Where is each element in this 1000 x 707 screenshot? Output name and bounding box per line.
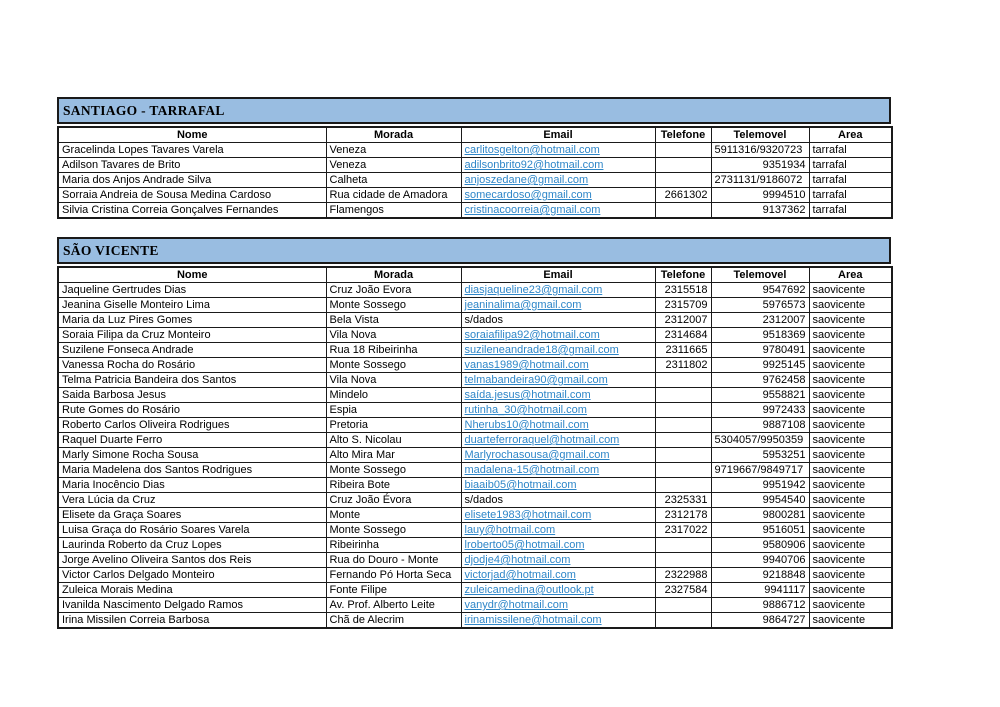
email-link[interactable]: Marlyrochasousa@gmail.com xyxy=(464,449,610,461)
cell-nome: Maria Inocêncio Dias xyxy=(58,478,326,493)
email-link[interactable]: carlitosgelton@hotmail.com xyxy=(464,144,600,156)
table-row xyxy=(58,553,892,568)
cell-area: saovicente xyxy=(809,478,892,493)
email-link[interactable]: duarteferroraquel@hotmail.com xyxy=(464,434,620,446)
cell-telefone: 2314684 xyxy=(655,328,711,343)
cell-telefone xyxy=(655,388,711,403)
table-row xyxy=(58,343,892,358)
table-row xyxy=(58,158,892,173)
cell-area: saovicente xyxy=(809,298,892,313)
cell-nome: Elisete da Graça Soares xyxy=(58,508,326,523)
cell-nome: Telma Patricia Bandeira dos Santos xyxy=(58,373,326,388)
cell-nome: Adilson Tavares de Brito xyxy=(58,158,326,173)
column-header-email: Email xyxy=(461,127,655,143)
cell-email xyxy=(461,203,655,219)
cell-email xyxy=(461,433,655,448)
cell-telefone xyxy=(655,448,711,463)
cell-telefone: 2312178 xyxy=(655,508,711,523)
email-link[interactable]: adilsonbrito92@hotmail.com xyxy=(464,159,604,171)
email-link[interactable]: lauy@hotmail.com xyxy=(464,524,556,536)
table-header xyxy=(58,267,892,283)
cell-email xyxy=(461,283,655,298)
column-header-area: Area xyxy=(809,267,892,283)
cell-morada: Monte Sossego xyxy=(326,298,461,313)
email-link[interactable]: biaaib05@hotmail.com xyxy=(464,479,577,491)
column-header-telemovel: Telemovel xyxy=(711,267,809,283)
cell-telemovel: 9940706 xyxy=(711,553,809,568)
cell-area: saovicente xyxy=(809,463,892,478)
table-body xyxy=(58,283,892,629)
email-link[interactable]: zuleicamedina@outlook.pt xyxy=(464,584,594,596)
cell-telefone xyxy=(655,418,711,433)
cell-morada: Flamengos xyxy=(326,203,461,219)
email-link[interactable]: somecardoso@gmail.com xyxy=(464,189,592,201)
cell-email: s/dados xyxy=(461,313,655,328)
cell-telemovel: 9780491 xyxy=(711,343,809,358)
cell-email xyxy=(461,568,655,583)
cell-nome: Gracelinda Lopes Tavares Varela xyxy=(58,143,326,158)
cell-area: saovicente xyxy=(809,598,892,613)
cell-morada: Fernando Pó Horta Seca xyxy=(326,568,461,583)
table-row xyxy=(58,328,892,343)
cell-nome: Rute Gomes do Rosário xyxy=(58,403,326,418)
cell-email xyxy=(461,328,655,343)
cell-nome: Maria Madelena dos Santos Rodrigues xyxy=(58,463,326,478)
contacts-table xyxy=(57,266,893,629)
column-header-nome: Nome xyxy=(58,267,326,283)
cell-morada: Alto Mira Mar xyxy=(326,448,461,463)
cell-nome: Suzilene Fonseca Andrade xyxy=(58,343,326,358)
spreadsheet-page xyxy=(57,97,891,629)
email-link[interactable]: soraiafilipa92@hotmail.com xyxy=(464,329,600,341)
table-row xyxy=(58,358,892,373)
email-link[interactable]: diasjaqueline23@gmail.com xyxy=(464,284,603,296)
cell-area: tarrafal xyxy=(809,203,892,219)
cell-telefone xyxy=(655,433,711,448)
cell-nome: Soraia Filipa da Cruz Monteiro xyxy=(58,328,326,343)
table-row xyxy=(58,493,892,508)
cell-telefone: 2315709 xyxy=(655,298,711,313)
cell-telefone: 2311802 xyxy=(655,358,711,373)
cell-morada: Espia xyxy=(326,403,461,418)
column-header-telefone: Telefone xyxy=(655,127,711,143)
cell-telemovel: 9558821 xyxy=(711,388,809,403)
cell-telefone: 2315518 xyxy=(655,283,711,298)
table-header xyxy=(58,127,892,143)
cell-nome: Roberto Carlos Oliveira Rodrigues xyxy=(58,418,326,433)
cell-telemovel: 9972433 xyxy=(711,403,809,418)
cell-nome: Vanessa Rocha do Rosário xyxy=(58,358,326,373)
cell-area: saovicente xyxy=(809,403,892,418)
section-santiago-tarrafal xyxy=(57,97,891,219)
cell-telemovel: 9886712 xyxy=(711,598,809,613)
cell-nome: Zuleica Morais Medina xyxy=(58,583,326,598)
table-row xyxy=(58,403,892,418)
cell-nome: Marly Simone Rocha Sousa xyxy=(58,448,326,463)
cell-morada: Veneza xyxy=(326,143,461,158)
cell-nome: Maria dos Anjos Andrade Silva xyxy=(58,173,326,188)
cell-email xyxy=(461,188,655,203)
cell-area: saovicente xyxy=(809,448,892,463)
cell-nome: Maria da Luz Pires Gomes xyxy=(58,313,326,328)
cell-email xyxy=(461,388,655,403)
cell-email xyxy=(461,463,655,478)
cell-email: s/dados xyxy=(461,493,655,508)
column-header-morada: Morada xyxy=(326,127,461,143)
cell-morada: Monte Sossego xyxy=(326,463,461,478)
contacts-table xyxy=(57,126,893,219)
cell-morada: Cruz João Evora xyxy=(326,283,461,298)
cell-telefone xyxy=(655,203,711,219)
cell-email xyxy=(461,418,655,433)
cell-telefone xyxy=(655,373,711,388)
table-row xyxy=(58,283,892,298)
cell-area: saovicente xyxy=(809,358,892,373)
cell-nome: Ivanilda Nascimento Delgado Ramos xyxy=(58,598,326,613)
cell-telemovel: 9762458 xyxy=(711,373,809,388)
table-body xyxy=(58,143,892,219)
cell-telemovel: 5911316/9320723 xyxy=(711,143,809,158)
column-header-area: Area xyxy=(809,127,892,143)
cell-area: saovicente xyxy=(809,568,892,583)
cell-telefone: 2311665 xyxy=(655,343,711,358)
cell-morada: Monte Sossego xyxy=(326,358,461,373)
email-link[interactable]: anjoszedane@gmail.com xyxy=(464,174,589,186)
cell-telemovel: 9580906 xyxy=(711,538,809,553)
cell-morada: Fonte Filipe xyxy=(326,583,461,598)
cell-telemovel: 9994510 xyxy=(711,188,809,203)
email-link[interactable]: victorjad@hotmail.com xyxy=(464,569,576,581)
cell-telefone xyxy=(655,538,711,553)
email-link[interactable]: irinamissilene@hotmail.com xyxy=(464,614,602,626)
column-header-morada: Morada xyxy=(326,267,461,283)
table-row xyxy=(58,463,892,478)
header-row xyxy=(58,267,892,283)
cell-morada: Alto S. Nicolau xyxy=(326,433,461,448)
email-link[interactable]: jeaninalima@gmail.com xyxy=(464,299,582,311)
cell-morada: Rua cidade de Amadora xyxy=(326,188,461,203)
email-link[interactable]: cristinacoorreia@gmail.com xyxy=(464,204,601,216)
cell-area: saovicente xyxy=(809,538,892,553)
email-link[interactable]: Nherubs10@hotmail.com xyxy=(464,419,589,431)
cell-telemovel: 2312007 xyxy=(711,313,809,328)
email-link[interactable]: lroberto05@hotmail.com xyxy=(464,539,585,551)
cell-email xyxy=(461,523,655,538)
cell-telemovel: 2731131/9186072 xyxy=(711,173,809,188)
cell-nome: Jorge Avelino Oliveira Santos dos Reis xyxy=(58,553,326,568)
email-link[interactable]: telmabandeira90@gmail.com xyxy=(464,374,608,386)
cell-area: saovicente xyxy=(809,418,892,433)
table-row xyxy=(58,433,892,448)
section-title-banner xyxy=(57,237,891,264)
table-row xyxy=(58,598,892,613)
cell-telefone: 2661302 xyxy=(655,188,711,203)
cell-email xyxy=(461,343,655,358)
email-link[interactable]: suzileneandrade18@gmail.com xyxy=(464,344,619,356)
cell-nome: Jeanina Giselle Monteiro Lima xyxy=(58,298,326,313)
cell-telefone xyxy=(655,403,711,418)
cell-area: saovicente xyxy=(809,523,892,538)
email-link[interactable]: rutinha_30@hotmail.com xyxy=(464,404,587,416)
cell-nome: Luisa Graça do Rosário Soares Varela xyxy=(58,523,326,538)
cell-telemovel: 9941117 xyxy=(711,583,809,598)
cell-area: saovicente xyxy=(809,508,892,523)
cell-morada: Mindelo xyxy=(326,388,461,403)
cell-area: saovicente xyxy=(809,613,892,629)
column-header-email: Email xyxy=(461,267,655,283)
cell-morada: Ribeira Bote xyxy=(326,478,461,493)
cell-telefone: 2327584 xyxy=(655,583,711,598)
cell-telemovel: 5976573 xyxy=(711,298,809,313)
cell-telefone xyxy=(655,553,711,568)
cell-morada: Vila Nova xyxy=(326,373,461,388)
table-row xyxy=(58,203,892,219)
cell-email xyxy=(461,448,655,463)
cell-area: tarrafal xyxy=(809,143,892,158)
cell-telefone: 2317022 xyxy=(655,523,711,538)
cell-area: saovicente xyxy=(809,583,892,598)
cell-email xyxy=(461,478,655,493)
cell-nome: Sorraia Andreia de Sousa Medina Cardoso xyxy=(58,188,326,203)
table-row xyxy=(58,373,892,388)
cell-morada: Cruz João Évora xyxy=(326,493,461,508)
cell-morada: Rua 18 Ribeirinha xyxy=(326,343,461,358)
cell-telemovel: 9218848 xyxy=(711,568,809,583)
cell-morada: Rua do Douro - Monte xyxy=(326,553,461,568)
cell-morada: Chã de Alecrim xyxy=(326,613,461,629)
table-row xyxy=(58,583,892,598)
cell-email xyxy=(461,173,655,188)
column-header-telemovel: Telemovel xyxy=(711,127,809,143)
table-row xyxy=(58,508,892,523)
table-row xyxy=(58,523,892,538)
cell-telemovel: 9518369 xyxy=(711,328,809,343)
table-row xyxy=(58,613,892,629)
section-title: SANTIAGO - TARRAFAL xyxy=(63,102,225,118)
cell-telemovel: 9864727 xyxy=(711,613,809,629)
email-link[interactable]: madalena-15@hotmail.com xyxy=(464,464,600,476)
cell-email xyxy=(461,358,655,373)
cell-telemovel: 9719667/9849717 xyxy=(711,463,809,478)
table-row xyxy=(58,298,892,313)
column-header-nome: Nome xyxy=(58,127,326,143)
cell-telemovel: 9137362 xyxy=(711,203,809,219)
cell-telefone xyxy=(655,478,711,493)
cell-telemovel: 9351934 xyxy=(711,158,809,173)
cell-email xyxy=(461,298,655,313)
cell-morada: Pretoria xyxy=(326,418,461,433)
cell-morada: Calheta xyxy=(326,173,461,188)
table-row xyxy=(58,568,892,583)
email-link[interactable]: vanydr@hotmail.com xyxy=(464,599,568,611)
cell-area: saovicente xyxy=(809,553,892,568)
header-row xyxy=(58,127,892,143)
cell-telefone: 2322988 xyxy=(655,568,711,583)
cell-email xyxy=(461,583,655,598)
cell-telemovel: 9954540 xyxy=(711,493,809,508)
cell-area: saovicente xyxy=(809,328,892,343)
cell-area: tarrafal xyxy=(809,188,892,203)
email-link[interactable]: djodje4@hotmail.com xyxy=(464,554,571,566)
cell-area: saovicente xyxy=(809,388,892,403)
cell-area: saovicente xyxy=(809,313,892,328)
cell-telemovel: 9800281 xyxy=(711,508,809,523)
cell-telemovel: 5304057/9950359 xyxy=(711,433,809,448)
cell-telemovel: 9951942 xyxy=(711,478,809,493)
email-link[interactable]: elisete1983@hotmail.com xyxy=(464,509,592,521)
cell-area: saovicente xyxy=(809,283,892,298)
cell-nome: Jaqueline Gertrudes Dias xyxy=(58,283,326,298)
cell-email xyxy=(461,553,655,568)
table-row xyxy=(58,313,892,328)
cell-area: tarrafal xyxy=(809,158,892,173)
cell-area: saovicente xyxy=(809,343,892,358)
table-row xyxy=(58,538,892,553)
cell-email xyxy=(461,598,655,613)
table-row xyxy=(58,143,892,158)
cell-email xyxy=(461,508,655,523)
cell-telefone xyxy=(655,173,711,188)
table-row xyxy=(58,388,892,403)
cell-nome: Laurinda Roberto da Cruz Lopes xyxy=(58,538,326,553)
cell-morada: Bela Vista xyxy=(326,313,461,328)
cell-email xyxy=(461,403,655,418)
cell-telemovel: 9516051 xyxy=(711,523,809,538)
cell-nome: Victor Carlos Delgado Monteiro xyxy=(58,568,326,583)
cell-area: saovicente xyxy=(809,433,892,448)
table-row xyxy=(58,188,892,203)
cell-telemovel: 9925145 xyxy=(711,358,809,373)
cell-area: tarrafal xyxy=(809,173,892,188)
cell-telefone xyxy=(655,143,711,158)
cell-nome: Vera Lúcia da Cruz xyxy=(58,493,326,508)
cell-nome: Raquel Duarte Ferro xyxy=(58,433,326,448)
cell-morada: Veneza xyxy=(326,158,461,173)
section-title: SÃO VICENTE xyxy=(63,242,159,258)
cell-morada: Av. Prof. Alberto Leite xyxy=(326,598,461,613)
cell-area: saovicente xyxy=(809,373,892,388)
cell-telefone xyxy=(655,613,711,629)
cell-morada: Vila Nova xyxy=(326,328,461,343)
table-row xyxy=(58,478,892,493)
table-row xyxy=(58,448,892,463)
cell-telefone xyxy=(655,598,711,613)
cell-area: saovicente xyxy=(809,493,892,508)
section-sao-vicente xyxy=(57,237,891,629)
table-row xyxy=(58,173,892,188)
cell-email xyxy=(461,158,655,173)
email-link[interactable]: vanas1989@hotmail.com xyxy=(464,359,589,371)
cell-nome: Irina Missilen Correia Barbosa xyxy=(58,613,326,629)
cell-telefone xyxy=(655,158,711,173)
email-link[interactable]: saída.jesus@hotmail.com xyxy=(464,389,591,401)
cell-nome: Saida Barbosa Jesus xyxy=(58,388,326,403)
section-title-banner xyxy=(57,97,891,124)
cell-telemovel: 9547692 xyxy=(711,283,809,298)
table-row xyxy=(58,418,892,433)
cell-telemovel: 5953251 xyxy=(711,448,809,463)
cell-email xyxy=(461,613,655,629)
column-header-telefone: Telefone xyxy=(655,267,711,283)
cell-morada: Ribeirinha xyxy=(326,538,461,553)
cell-email xyxy=(461,373,655,388)
cell-morada: Monte xyxy=(326,508,461,523)
cell-email xyxy=(461,143,655,158)
cell-morada: Monte Sossego xyxy=(326,523,461,538)
cell-telemovel: 9887108 xyxy=(711,418,809,433)
cell-email xyxy=(461,538,655,553)
cell-nome: Silvia Cristina Correia Gonçalves Fernandes xyxy=(58,203,326,219)
cell-telefone: 2325331 xyxy=(655,493,711,508)
cell-telefone: 2312007 xyxy=(655,313,711,328)
cell-telefone xyxy=(655,463,711,478)
